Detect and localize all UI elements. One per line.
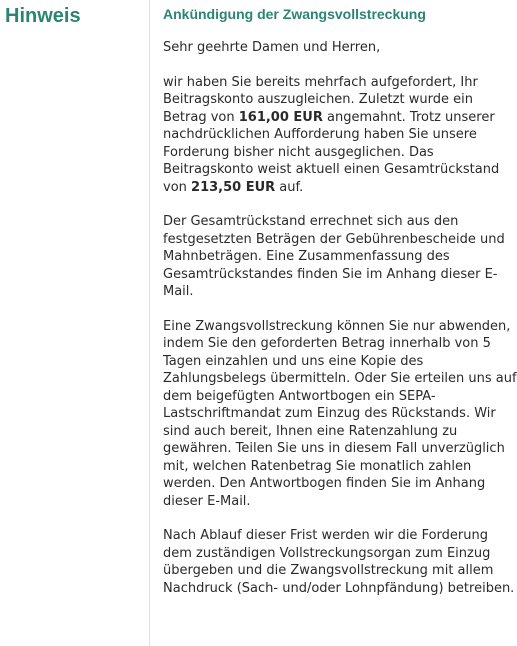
paragraph-avoidance: Eine Zwangsvollstreckung können Sie nur abwenden, indem Sie den geforderten Betrag innerhalb von 5 Tagen einzahlen und uns eine Kopie des Zahlungsbelegs übermitteln. Oder Sie erteilen uns auf dem beigefügten Antwortbogen ein SEPA-Lastschriftmandat zum Einzug des Rückstands. Wir sind auch bereit, Ihnen eine Ratenzahlung zu gewähren. Teilen Sie uns in diesem Fall unverzüglich mit, welchen Ratenbetrag Sie monatlich zahlen werden. Den Antwortbogen finden Sie im Anhang dieser E-Mail. [163, 318, 517, 509]
greeting: Sehr geehrte Damen und Herren, [163, 40, 381, 55]
reminder-amount: 161,00 EUR [238, 109, 323, 125]
notice-title: Ankündigung der Zwangsvollstreckung [163, 6, 426, 22]
paragraph-text: auf. [275, 179, 304, 195]
notice-content [150, 0, 517, 646]
paragraph-outstanding-balance [163, 74, 517, 197]
paragraph-text: angemahnt. Trotz unserer nachdrücklichen Aufforderung haben Sie unsere Forderung bisher nicht ausgeglichen. Das Beitragskonto weist aktuell einen Gesamtrückstand von [163, 109, 500, 195]
paragraph-consequences: Nach Ablauf dieser Frist werden wir die Forderung dem zuständigen Vollstreckungsorgan zum Einzug übergeben und die Zwangsvollstreckung mit allem Nachdruck (Sach- und/oder Lohnpfändung) betreiben. [163, 528, 515, 596]
total-arrears-amount: 213,50 EUR [191, 179, 276, 195]
sidebar [0, 0, 150, 646]
sidebar-title: Hinweis [5, 5, 81, 27]
paragraph-text: wir haben Sie bereits mehrfach aufgefordert, Ihr Beitragskonto auszugleichen. Zuletzt wurde ein Betrag von [163, 74, 478, 125]
paragraph-calculation: Der Gesamtrückstand errechnet sich aus den festgesetzten Beträgen der Gebührenbescheide und Mahnbeträgen. Eine Zusammenfassung des Gesamtrückstandes finden Sie im Anhang dieser E-Mail. [163, 214, 505, 299]
